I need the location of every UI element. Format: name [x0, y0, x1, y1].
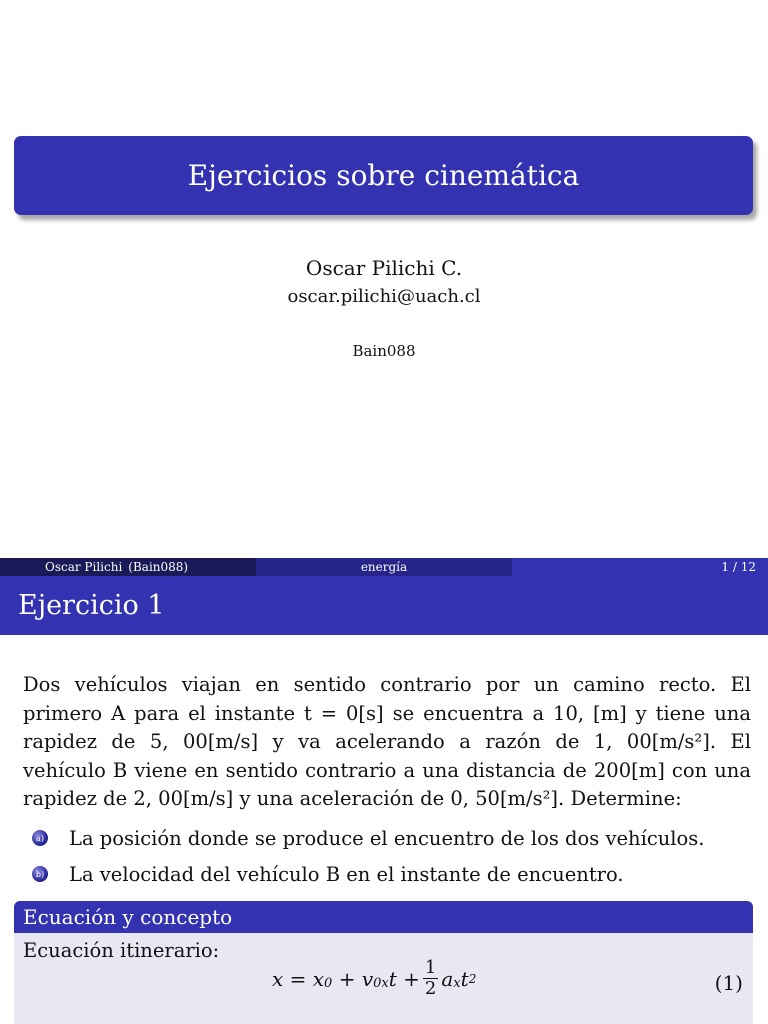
- statement-line: rapidez de 2, 00[m/s] y una aceleración de 0, 50[m/s²]. Determine:: [23, 787, 682, 810]
- footline-author: [0, 558, 256, 576]
- footline: [0, 558, 768, 576]
- exercise-slide: [0, 576, 768, 1024]
- enumeration-ball-icon: a): [32, 830, 48, 846]
- author-name: Oscar Pilichi C.: [305, 256, 463, 280]
- list-item-text: La velocidad del vehículo B en el instante de encuentro.: [69, 862, 624, 886]
- block-body: [14, 933, 753, 1024]
- footline-title: energía: [256, 558, 512, 576]
- frame-title: Ejercicio 1: [0, 576, 768, 635]
- itinerary-equation: x = x 0 + v 0x t + $\frac{1}{2}$ a x t 2: [272, 957, 477, 999]
- problem-statement: [23, 671, 751, 814]
- block-title: Ecuación y concepto: [14, 901, 753, 933]
- statement-line: rapidez de 5, 00[m/s] y va acelerando a razón de 1, 00[m/s²]. El: [23, 730, 751, 753]
- footline-institute: (Bain088): [128, 560, 189, 574]
- list-item: [32, 856, 752, 892]
- list-item: [32, 820, 752, 856]
- block-label: Ecuación itinerario:: [23, 939, 220, 962]
- presentation-title: Ejercicios sobre cinemática: [187, 159, 580, 192]
- statement-line: Dos vehículos viajan en sentido contrario por un camino recto. El: [23, 673, 751, 696]
- equation-number: (1): [714, 971, 743, 995]
- question-list: [32, 820, 752, 892]
- statement-line: vehículo B viene en sentido contrario a una distancia de 200[m] con una: [23, 758, 751, 782]
- statement-line: primero A para el instante t = 0[s] se encuentra a 10, [m] y tiene una: [23, 701, 751, 725]
- enumeration-ball-icon: b): [32, 866, 48, 882]
- footline-page-number: 1 / 12: [512, 558, 768, 576]
- author-email: oscar.pilichi@uach.cl: [287, 286, 481, 307]
- institute: Bain088: [352, 342, 416, 360]
- footline-author-name: Oscar Pilichi: [45, 560, 123, 574]
- title-box: [14, 136, 753, 215]
- list-item-text: La posición donde se produce el encuentro de los dos vehículos.: [69, 826, 705, 850]
